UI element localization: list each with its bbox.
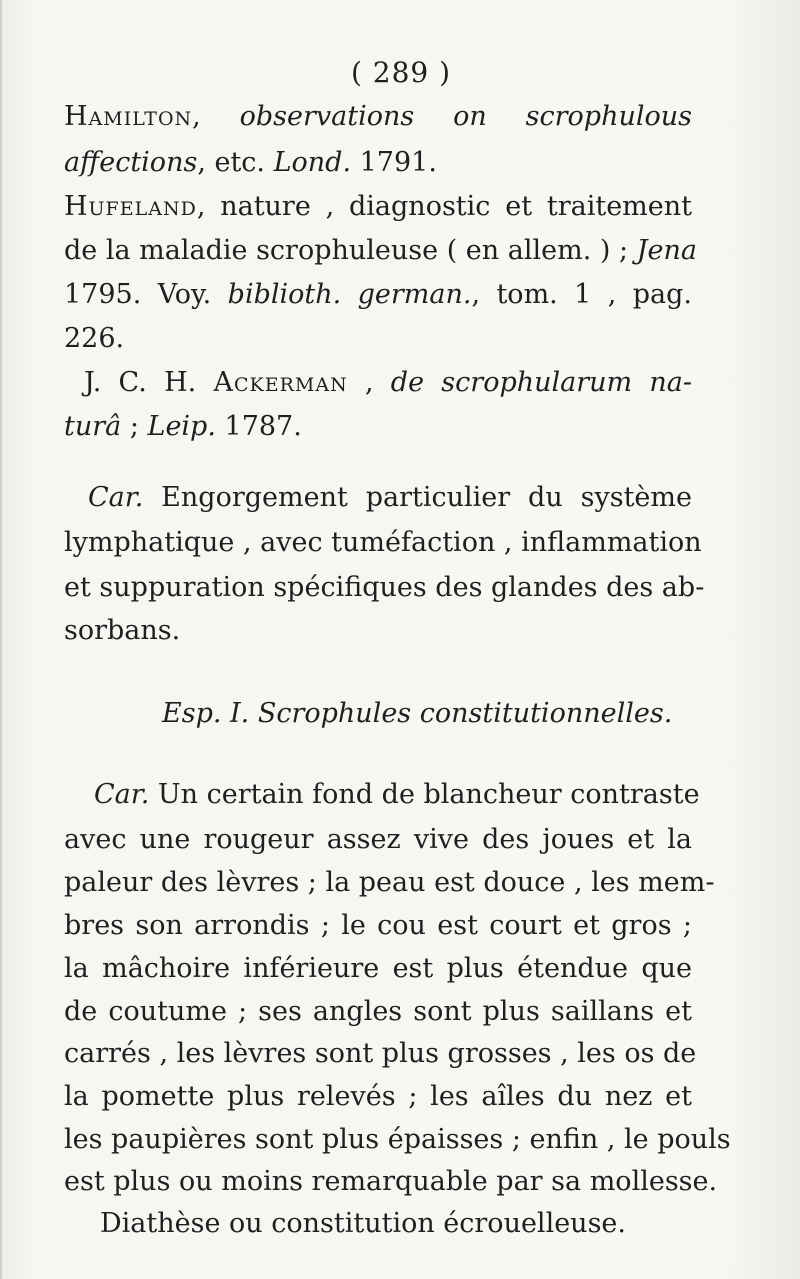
characters-line-1 (88, 484, 692, 511)
hufeland-line-4: 226. (64, 323, 125, 354)
species-characters-line-5: la mâchoire inférieure est plus étendue que (64, 953, 692, 984)
ackerman-separator: , (347, 367, 391, 398)
hufeland-title-1: , nature , diagnostic et traitement (196, 191, 692, 222)
hamilton-line-2 (64, 149, 692, 176)
characters-label: Car. (88, 482, 144, 513)
ackerman-separator-2: ; (121, 411, 148, 442)
hamilton-etc: , etc. (197, 147, 274, 178)
species-heading-text: Esp. I. Scrophules constitutionnelles. (162, 698, 673, 729)
ackerman-initials: J. C. H. (84, 367, 214, 398)
hamilton-title-2: affections (64, 147, 198, 178)
species-characters-line-2: avec une rougeur assez vive des joues et la (64, 824, 692, 855)
ackerman-title-1: de scrophularum na- (390, 367, 693, 398)
hamilton-year: 1791. (351, 147, 437, 178)
characters-line-4: sorbans. (64, 615, 181, 646)
species-characters-line-1 (94, 779, 700, 810)
ackerman-line-2 (64, 413, 692, 440)
hufeland-line-3 (64, 281, 692, 308)
hamilton-separator: , (192, 101, 240, 132)
hamilton-line-1 (64, 103, 692, 130)
species-characters-line-11: Diathèse ou constitution écrouelleuse. (100, 1208, 626, 1239)
species-characters-line-10: est plus ou moins remarquable par sa mollesse. (64, 1166, 718, 1197)
hamilton-author: Hamilton (64, 101, 193, 132)
hamilton-place: Lond. (273, 147, 352, 178)
hufeland-title-2: de la maladie scrophuleuse ( en allem. ) ; (64, 235, 637, 266)
species-characters-line-6: de coutume ; ses angles sont plus saillans et (64, 996, 692, 1027)
characters-line-2: lymphatique , avec tuméfaction , inflammation (64, 527, 702, 558)
hufeland-author: Hufeland (64, 191, 197, 222)
hamilton-title-1: observations on scrophulous (239, 101, 692, 132)
ackerman-title-2: turâ (64, 411, 122, 442)
species-heading (162, 700, 692, 727)
hufeland-ref-rest: , tom. 1 , pag. (471, 279, 692, 310)
characters-text-1: Engorgement particulier du système (143, 482, 692, 513)
species-characters-line-3: paleur des lèvres ; la peau est douce , les mem- (64, 867, 715, 898)
species-characters-line-8: la pomette plus relevés ; les aîles du nez et (64, 1081, 692, 1112)
species-characters-label: Car. (94, 779, 150, 810)
species-characters-line-7: carrés , les lèvres sont plus grosses , les os de (64, 1038, 697, 1069)
hufeland-year: 1795. Voy. (64, 279, 228, 310)
ackerman-author: Ackerman (213, 367, 348, 398)
species-characters-text-1: Un certain fond de blancheur contraste (149, 779, 700, 810)
species-characters-line-4: bres son arrondis ; le cou est court et gros ; (64, 910, 692, 941)
hufeland-line-1 (64, 193, 692, 220)
page-number: ( 289 ) (350, 56, 452, 89)
hufeland-ref-title: biblioth. german. (227, 279, 472, 310)
characters-line-3: et suppuration spécifiques des glandes des ab- (64, 572, 705, 603)
ackerman-line-1 (84, 369, 692, 396)
hufeland-place: Jena (636, 235, 697, 266)
species-characters-line-9: les paupières sont plus épaisses ; enfin , le pouls (64, 1124, 731, 1155)
ackerman-place: Leip. (147, 411, 216, 442)
ackerman-year: 1787. (215, 411, 302, 442)
hufeland-line-2 (64, 235, 697, 266)
